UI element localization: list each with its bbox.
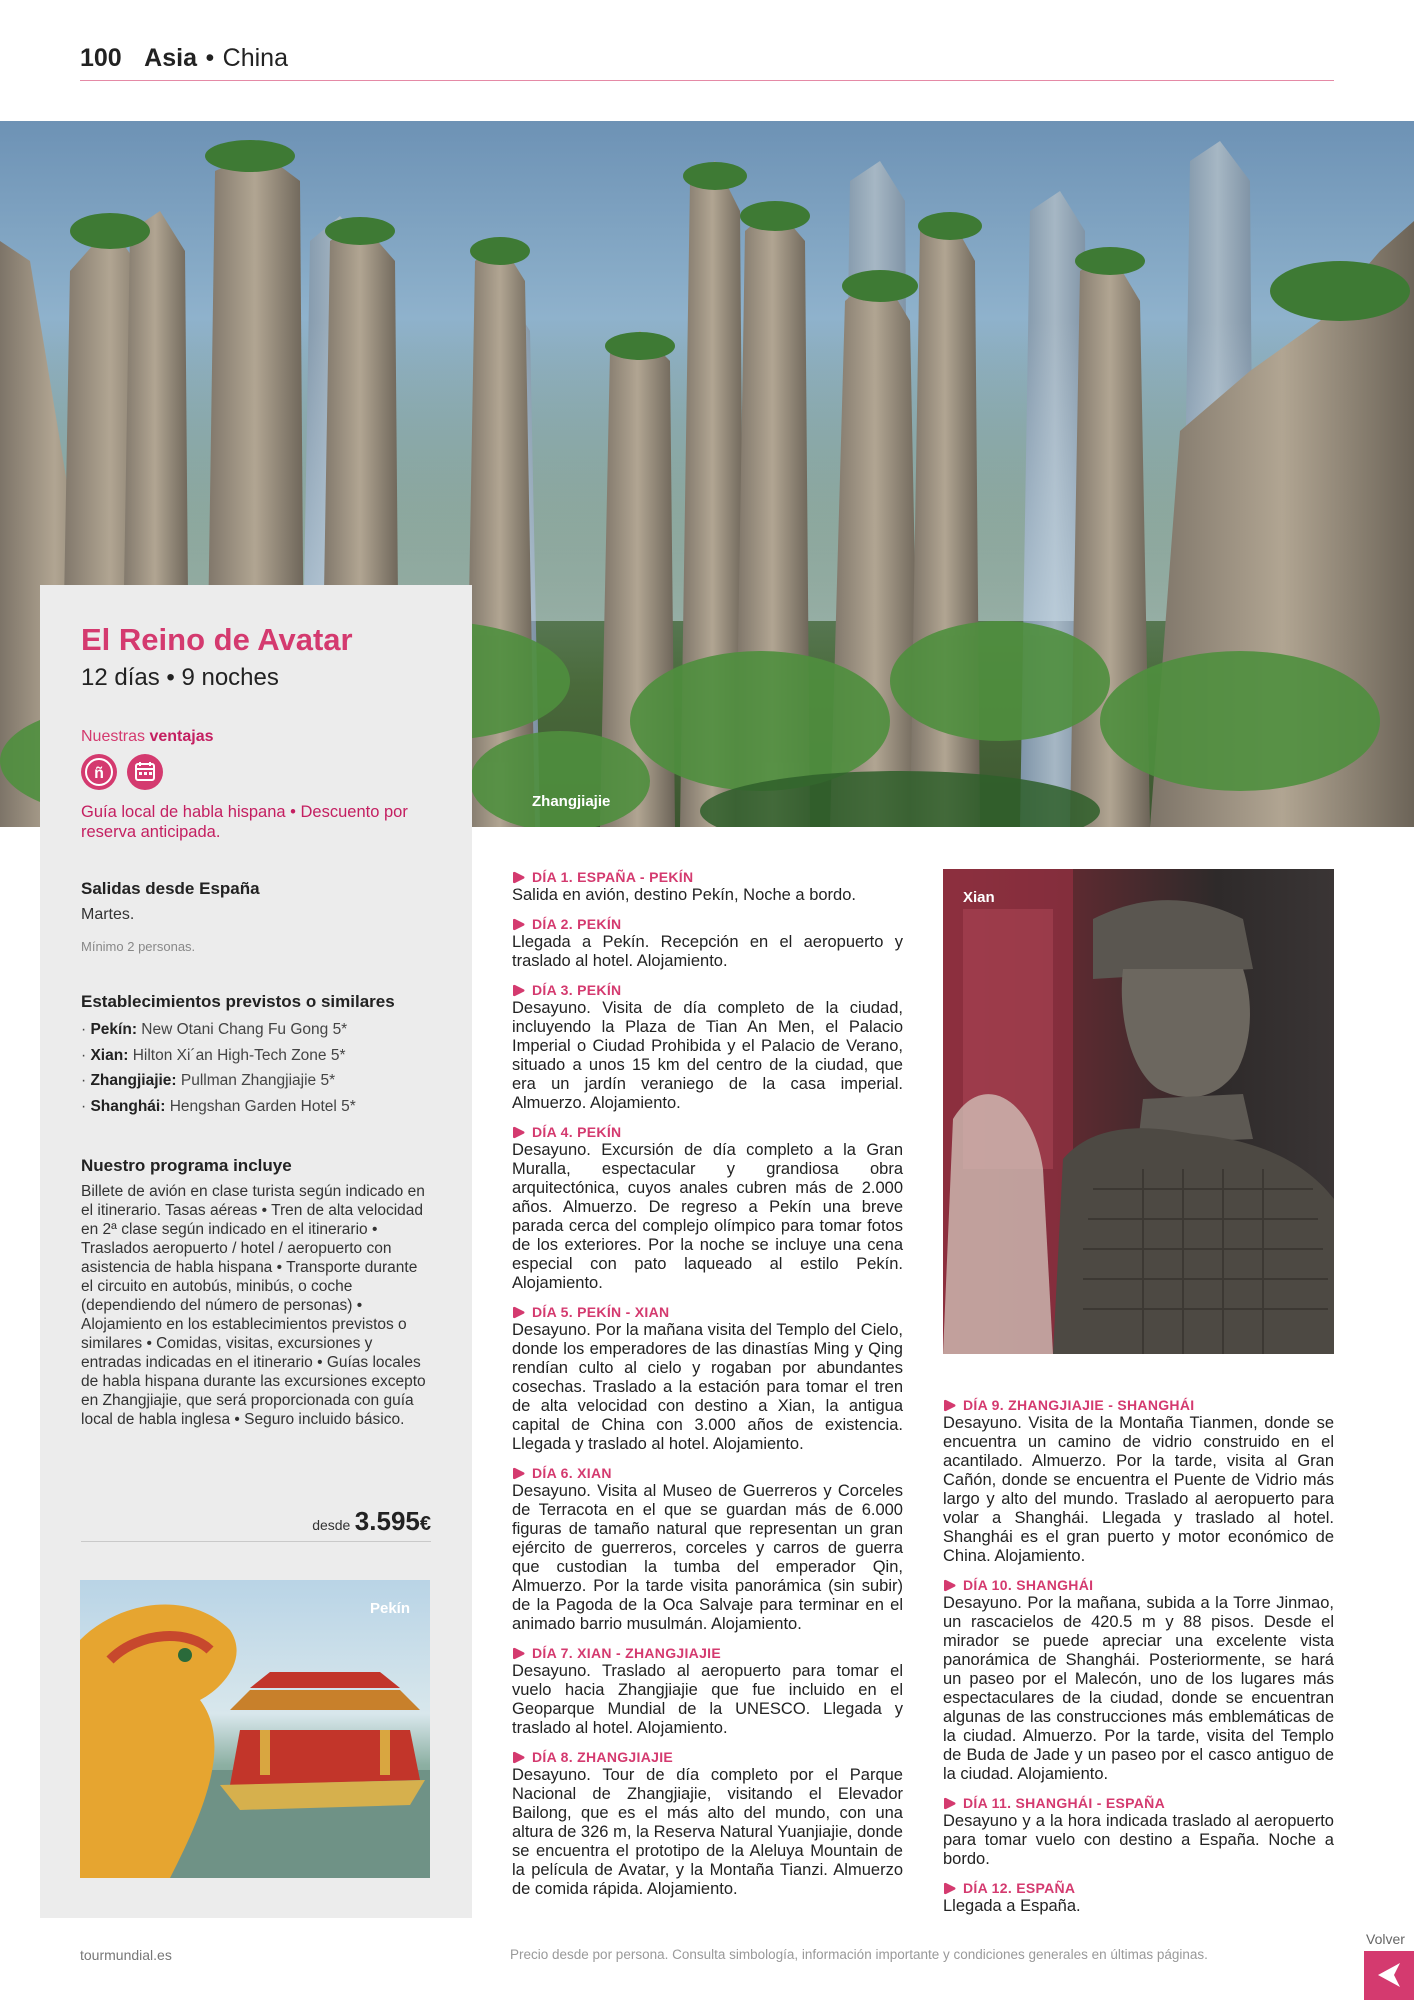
day-heading (512, 1644, 903, 1662)
back-label[interactable]: Volver (1366, 1931, 1405, 1947)
terracotta-warrior-illustration (943, 869, 1334, 1354)
day-description: Desayuno. Visita de día completo de la ciudad, incluyendo la Plaza de Tian An Men, el Palacio Imperial o Ciudad Prohibida y el Palacio de Verano, situado a unos 15 km del centro de la ciudad, que era un jardín veraniego de la casa imperial. Almuerzo. Alojamiento. (512, 999, 903, 1112)
day-description: Llegada a Pekín. Recepción en el aeropuerto y traslado al hotel. Alojamiento. (512, 933, 903, 970)
day-description: Desayuno. Por la mañana visita del Templo del Cielo, donde los emperadores de las dinastías Ming y Qing rendían culto al cielo y rogaban por abundantes cosechas. Traslado a la estación para tomar el tren de alta velocidad con destino a Xian, la antigua capital de China con 3.000 años de existencia. Llegada y traslado al hotel. Alojamiento. (512, 1321, 903, 1453)
hotel-item: · Pekín: New Otani Chang Fu Gong 5* (81, 1021, 348, 1038)
itinerary-day (512, 915, 903, 971)
day-title: DÍA 1. ESPAÑA - PEKÍN (532, 869, 694, 885)
departures-heading: Salidas desde España (81, 879, 260, 898)
day-description: Desayuno. Visita al Museo de Guerreros y Corceles de Terracota en el que se guardan más de 6.000 figuras de tamaño natural que representan un gran ejército de guerreros, corceles y carros de guerra que custodian la tumba del emperador Qin, Almuerzo. Por la tarde visita panorámica (sin subir) de la Pagoda de la Oca Salvaje para terminar en el animado barrio musulmán. Alojamiento. (512, 1482, 903, 1633)
advantages-label-1: Nuestras (81, 728, 146, 745)
price-block (81, 1506, 431, 1542)
hotels-list (81, 1017, 356, 1119)
price-prefix: desde (312, 1517, 351, 1533)
header-separator: • (205, 44, 215, 72)
day-title: DÍA 11. SHANGHÁI - ESPAÑA (963, 1795, 1165, 1811)
day-heading (943, 1396, 1334, 1414)
pekin-photo (80, 1580, 430, 1878)
itinerary-day (943, 1879, 1334, 1916)
trip-duration: 12 días • 9 noches (81, 664, 279, 691)
day-title: DÍA 9. ZHANGJIAJIE - SHANGHÁI (963, 1397, 1195, 1413)
day-arrow-icon (512, 1306, 525, 1319)
itinerary-column-1 (512, 868, 903, 1909)
day-heading (943, 1794, 1334, 1812)
day-arrow-icon (943, 1399, 956, 1412)
includes-text: Billete de avión en clase turista según indicado en el itinerario. Tasas aéreas • Tren de alta velocidad en 2ª clase según indicado en el itinerario • Traslados aeropuerto / hotel / aeropuerto con asistencia de habla hispana • Transporte durante el circuito en autobús, minibús, o coche (dependiendo del número de personas) • Alojamiento en los establecimientos previstos o similares • Comidas, visitas, excursiones y entradas indicadas en el itinerario • Guías locales de habla hispana durante las excursiones excepto en Zhangjiajie, que será proporcionada con guía local de habla inglesa • Seguro incluido básico. (81, 1183, 426, 1428)
day-description: Desayuno. Tour de día completo por el Parque Nacional de Zhangjiajie, visitando el Elevador Bailong, que es el más alto del mundo, con una altura de 326 m, la Reserva Natural Yuanjiajie, donde se encuentra el prototipo de la Aleluya Mountain de la película de Avatar, y la Montaña Tianzi. Almuerzo de comida rápida. Alojamiento. (512, 1766, 903, 1898)
back-arrow-icon (1364, 1951, 1414, 2000)
day-arrow-icon (943, 1579, 956, 1592)
day-description: Desayuno y a la hora indicada traslado al aeropuerto para tomar vuelo con destino a España. Noche a bordo. (943, 1812, 1334, 1868)
day-description: Llegada a España. (943, 1897, 1081, 1915)
day-title: DÍA 7. XIAN - ZHANGJIAJIE (532, 1645, 722, 1661)
itinerary-day (512, 1123, 903, 1293)
page-header (80, 44, 1334, 81)
day-heading (512, 915, 903, 933)
footer-site: tourmundial.es (80, 1947, 172, 1963)
calendar-icon (127, 754, 163, 790)
hero-caption: Zhangjiajie (532, 793, 611, 810)
dragon-boat-illustration (80, 1580, 430, 1878)
day-heading (512, 868, 903, 886)
day-arrow-icon (943, 1882, 956, 1895)
hotel-item: · Shanghái: Hengshan Garden Hotel 5* (81, 1097, 356, 1115)
itinerary-day (512, 1303, 903, 1454)
day-description: Desayuno. Por la mañana, subida a la Torre Jinmao, un rascacielos de 420.5 m y 88 pisos. Desde el mirador se puede apreciar una excelente vista panorámica de Shanghái. Posteriormente, se hará un paseo por el Malecón, uno de los lugares más espectaculares de la ciudad, donde se encuentran algunas de las construcciones más emblemáticas de la ciudad. Almuerzo. Por la tarde, visita del Templo de Buda de Jade y un paseo por el casco antiguo de la ciudad. Alojamiento. (943, 1594, 1334, 1783)
day-title: DÍA 4. PEKÍN (532, 1124, 622, 1140)
itinerary-day (943, 1396, 1334, 1566)
day-arrow-icon (512, 1126, 525, 1139)
day-arrow-icon (512, 1647, 525, 1660)
xian-photo (943, 869, 1334, 1354)
pekin-caption: Pekín (369, 1600, 410, 1617)
hotel-item: · Zhangjiajie: Pullman Zhangjiajie 5* (81, 1072, 336, 1089)
price-currency: € (419, 1513, 431, 1535)
spanish-guide-icon (81, 754, 117, 790)
itinerary-day (943, 1576, 1334, 1784)
advantages-label (81, 728, 214, 746)
day-heading (512, 981, 903, 999)
itinerary-day (512, 868, 903, 905)
day-arrow-icon (512, 1751, 525, 1764)
xian-caption: Xian (963, 889, 995, 906)
day-description: Desayuno. Excursión de día completo a la Gran Muralla, espectacular y grandiosa obra arquitectónica, cuyos anales cubren más de 2.000 años. Almuerzo. De regreso a Pekín una breve parada cerca del complejo olímpico para tomar fotos de los exteriores. Por la noche se incluye una cena especial con pato laqueado al estilo Pekín. Alojamiento. (512, 1141, 903, 1292)
itinerary-column-2 (943, 1396, 1334, 1926)
day-description: Desayuno. Visita de la Montaña Tianmen, donde se encuentra un camino de vidrio construido en el acantilado. Almuerzo. Por la tarde, visita al Gran Cañón, donde se encuentra el Puente de Vidrio más largo y alto del mundo. Traslado al aeropuerto para volar a Shanghái. Llegada y traslado al hotel. Shanghái es el gran puerto y motor económico de China. Alojamiento. (943, 1414, 1334, 1565)
advantages-label-2: ventajas (149, 728, 214, 745)
trip-title: El Reino de Avatar (81, 622, 353, 657)
day-title: DÍA 6. XIAN (532, 1465, 612, 1481)
day-heading (512, 1748, 903, 1766)
itinerary-day (943, 1794, 1334, 1869)
day-arrow-icon (512, 1467, 525, 1480)
day-heading (512, 1464, 903, 1482)
hotel-item: · Xian: Hilton Xi´an High-Tech Zone 5* (81, 1046, 346, 1064)
itinerary-day (512, 1748, 903, 1899)
itinerary-day (512, 1644, 903, 1738)
svg-text:ñ: ñ (94, 765, 104, 782)
itinerary-day (512, 1464, 903, 1634)
day-description: Desayuno. Traslado al aeropuerto para tomar el vuelo hacia Zhangjiajie que fue incluido en el Geoparque Mundial de la UNESCO. Llegada y traslado al hotel. Alojamiento. (512, 1662, 903, 1737)
country-label: China (222, 44, 288, 72)
day-title: DÍA 3. PEKÍN (532, 982, 622, 998)
day-arrow-icon (512, 984, 525, 997)
day-title: DÍA 5. PEKÍN - XIAN (532, 1304, 670, 1320)
day-title: DÍA 12. ESPAÑA (963, 1880, 1076, 1896)
footer-note: Precio desde por persona. Consulta simbología, información importante y condiciones generales en últimas páginas. (510, 1947, 1208, 1962)
day-heading (943, 1576, 1334, 1594)
hotels-heading: Establecimientos previstos o similares (81, 992, 395, 1011)
day-title: DÍA 10. SHANGHÁI (963, 1577, 1094, 1593)
day-heading (512, 1303, 903, 1321)
departures-note: Mínimo 2 personas. (81, 939, 196, 954)
advantages-text: Guía local de habla hispana • Descuento por reserva anticipada. (81, 803, 408, 841)
departures-days: Martes. (81, 906, 135, 923)
price-amount: 3.595 (354, 1506, 420, 1536)
day-heading (512, 1123, 903, 1141)
back-button[interactable] (1364, 1951, 1414, 2000)
includes-heading: Nuestro programa incluye (81, 1156, 292, 1175)
day-arrow-icon (512, 918, 525, 931)
day-heading (943, 1879, 1334, 1897)
region-label: Asia (144, 44, 197, 72)
day-description: Salida en avión, destino Pekín, Noche a bordo. (512, 886, 856, 904)
day-title: DÍA 2. PEKÍN (532, 916, 622, 932)
day-arrow-icon (512, 871, 525, 884)
page-number: 100 (80, 44, 122, 72)
itinerary-day (512, 981, 903, 1113)
advantage-icons (81, 754, 169, 790)
day-title: DÍA 8. ZHANGJIAJIE (532, 1749, 674, 1765)
day-arrow-icon (943, 1797, 956, 1810)
